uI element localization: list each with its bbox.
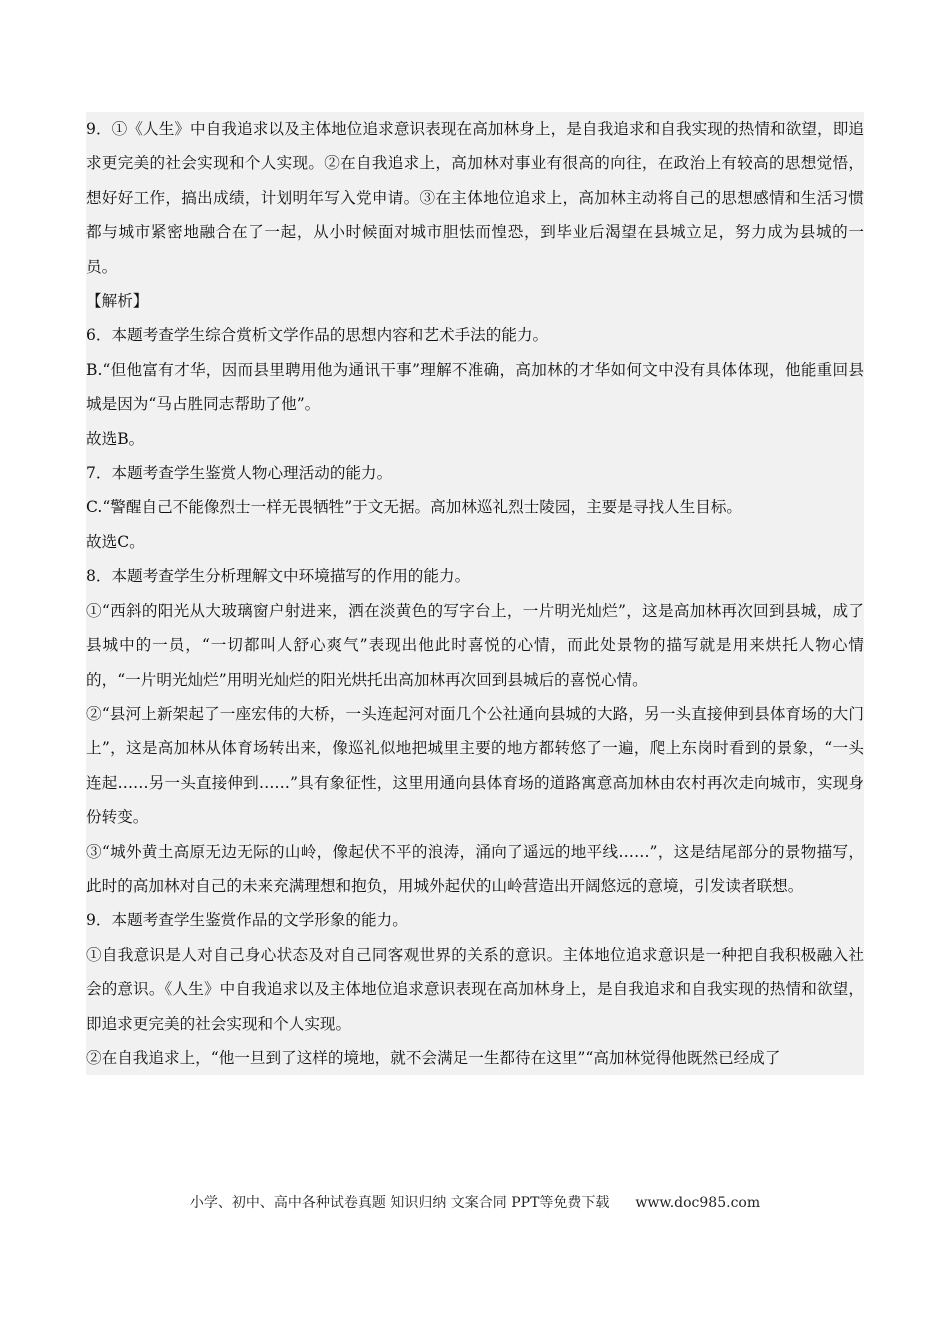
question-8-point-2: ②“县河上新架起了一座宏伟的大桥，一头连起河对面几个公社通向县城的大路，另一头直接伸到县体育场的大门上”，这是高加林从体育场转出来，像巡礼似地把城里主要的地方都转悠了一遍，爬上东岗时看到的景象，“一头连起……另一头直接伸到……”具有象征性，这里用通向县体育场的道路寓意高加林由农村再次走向城市，实现身份转变。 xyxy=(86,704,864,827)
footer-text: 小学、初中、高中各种试卷真题 知识归纳 文案合同 PPT等免费下载 xyxy=(189,1195,610,1211)
question-9-point-2: ②在自我追求上，“他一旦到了这样的境地，就不会满足一生都待在这里”“高加林觉得他既然已经成了 xyxy=(86,1048,781,1067)
question-8-intro: 8．本题考查学生分析理解文中环境描写的作用的能力。 xyxy=(86,567,471,586)
analysis-heading: 【解析】 xyxy=(86,292,149,311)
answer-9-paragraph: 9．①《人生》中自我追求以及主体地位追求意识表现在高加林身上，是自我追求和自我实现的热情和欲望，即追求更完美的社会实现和个人实现。②在自我追求上，高加林对事业有很高的向往，在政治上有较高的思想觉悟，想好好工作，搞出成绩，计划明年写入党申请。③在主体地位追求上，高加林主动将自己的思想感情和生活习惯都与城市紧密地融合在了一起，从小时候面对城市胆怯而惶恐，到毕业后渴望在县城立足，努力成为县城的一员。 xyxy=(86,120,864,276)
question-7-answer: 故选C。 xyxy=(86,532,145,551)
question-6-answer: 故选B。 xyxy=(86,429,145,448)
question-8-point-3: ③“城外黄土高原无边无际的山岭，像起伏不平的浪涛，涌向了遥远的地平线……”，这是结尾部分的景物描写，此时的高加林对自己的未来充满理想和抱负，用城外起伏的山岭营造出开阔悠远的意境，引发读者联想。 xyxy=(86,842,864,895)
question-7-option-c: C.“警醒自己不能像烈士一样无畏牺牲”于文无据。高加林巡礼烈士陵园，主要是寻找人生目标。 xyxy=(86,498,743,517)
question-6-intro: 6．本题考查学生综合赏析文学作品的思想内容和艺术手法的能力。 xyxy=(86,326,549,345)
question-6-option-b: B.“但他富有才华，因而县里聘用他为通讯干事”理解不准确，高加林的才华如何文中没有具体体现，他能重回县城是因为“马占胜同志帮助了他”。 xyxy=(86,360,864,414)
question-9-point-1: ①自我意识是人对自己身心状态及对自己同客观世界的关系的意识。主体地位追求意识是一种把自我积极融入社会的意识。《人生》中自我追求以及主体地位追求意识表现在高加林身上，是自我追求和自我实现的热情和欲望，即追求更完美的社会实现和个人实现。 xyxy=(86,945,864,1033)
question-7-intro: 7．本题考查学生鉴赏人物心理活动的能力。 xyxy=(86,464,393,483)
document-body xyxy=(86,112,864,1075)
question-8-point-1: ①“西斜的阳光从大玻璃窗户射进来，洒在淡黄色的写字台上，一片明光灿烂”，这是高加林再次回到县城，成了县城中的一员，“一切都叫人舒心爽气”表现出他此时喜悦的心情，而此处景物的描写就是用来烘托人物心情的，“一片明光灿烂”用明光灿烂的阳光烘托出高加林再次回到县城后的喜悦心情。 xyxy=(86,601,864,689)
page-footer xyxy=(0,1192,950,1212)
question-9-intro: 9．本题考查学生鉴赏作品的文学形象的能力。 xyxy=(86,911,408,930)
footer-url[interactable]: www.doc985.com xyxy=(635,1195,761,1211)
